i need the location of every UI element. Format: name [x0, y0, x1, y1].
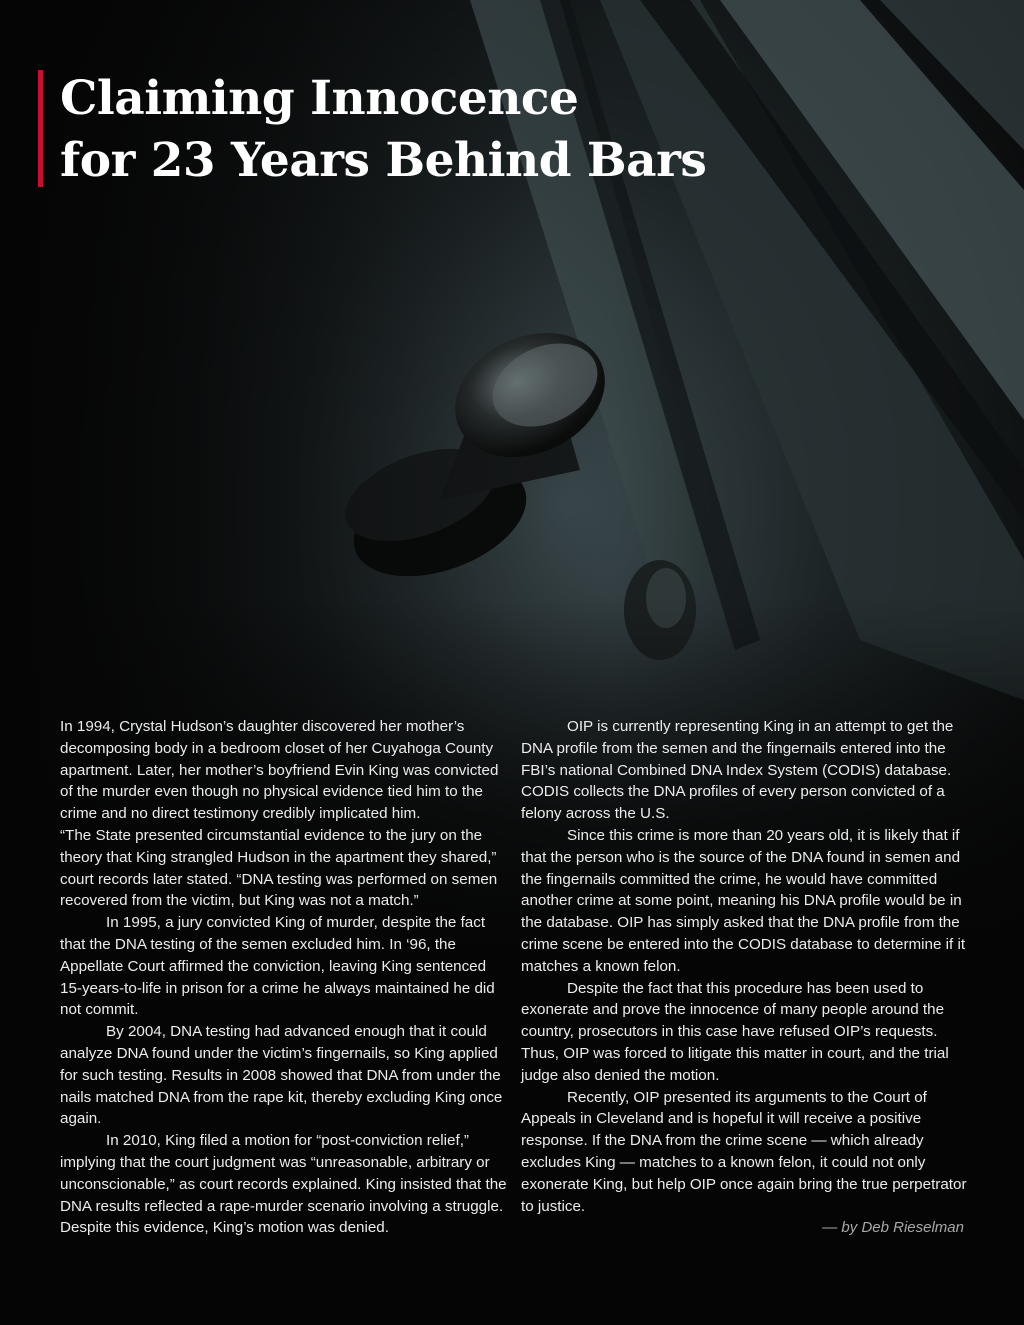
headline-line-1: Claiming Innocence [60, 71, 579, 126]
paragraph: In 1995, a jury convicted King of murder, despite the fact that the DNA testing of the semen excluded him. In ‘96, the Appellate Court affirmed the conviction, leaving King sentenced 15-years-to-life in prison for a crime he always maintained he did not commit. [60, 914, 495, 1019]
paragraph: Recently, OIP presented its arguments to the Court of Appeals in Cleveland and is hopeful it will receive a positive response. If the DNA from the crime scene — which already excludes King — matches to a known felon, it could not only exonerate King, but help OIP once again bring the true perpetrator to justice. [521, 1088, 967, 1215]
paragraph: OIP is currently representing King in an attempt to get the DNA profile from the semen and the fingernails entered into the FBI’s national Combined DNA Index System (CODIS) database. CODIS collects the DNA profiles of every person convicted of a felony across the U.S. [521, 718, 954, 823]
accent-bar [38, 70, 43, 187]
paragraph: In 1994, Crystal Hudson’s daughter discovered her mother’s decomposing body in a bedroom closet of her Cuyahoga County apartment. Later, her mother’s boyfriend Evin King was convicted of the murder even though no physical evidence tied him to the crime and no direct testimony credibly implicated him. [60, 718, 499, 823]
paragraph: Despite the fact that this procedure has been used to exonerate and prove the innocence of many people around the country, prosecutors in this case have refused OIP’s requests. Thus, OIP was forced to litigate this matter in court, and the trial judge also denied the motion. [521, 979, 949, 1084]
paragraph: By 2004, DNA testing had advanced enough that it could analyze DNA found under the victim’s fingernails, so King applied for such testing. Results in 2008 showed that DNA from under the nails matched DNA from the rape kit, thereby excluding King once again. [60, 1023, 503, 1128]
paragraph: Since this crime is more than 20 years old, it is likely that if that the person who is the source of the DNA found in semen and the fingernails committed the crime, he would have committed another crime at some point, meaning his DNA profile would be in the database. OIP has simply asked that the DNA profile from the crime scene be entered into the CODIS database to determine if it matches a known felon. [521, 826, 966, 975]
headline-line-2: for 23 Years Behind Bars [60, 133, 707, 188]
byline: — by Deb Rieselman [822, 1219, 964, 1236]
article-right-column [521, 716, 967, 1217]
headline [60, 68, 706, 192]
article-left-column [60, 716, 508, 1239]
paragraph: In 2010, King filed a motion for “post-conviction relief,” implying that the court judgment was “unreasonable, arbitrary or unconscionable,” as court records explained. King insisted that the DNA results reflected a rape-murder scenario involving a struggle. Despite this evidence, King’s motion was denied. [60, 1132, 507, 1237]
paragraph: “The State presented circumstantial evidence to the jury on the theory that King strangled Hudson in the apartment they shared,” court records later stated. “DNA testing was performed on semen recovered from the victim, but King was not a match.” [60, 826, 498, 910]
